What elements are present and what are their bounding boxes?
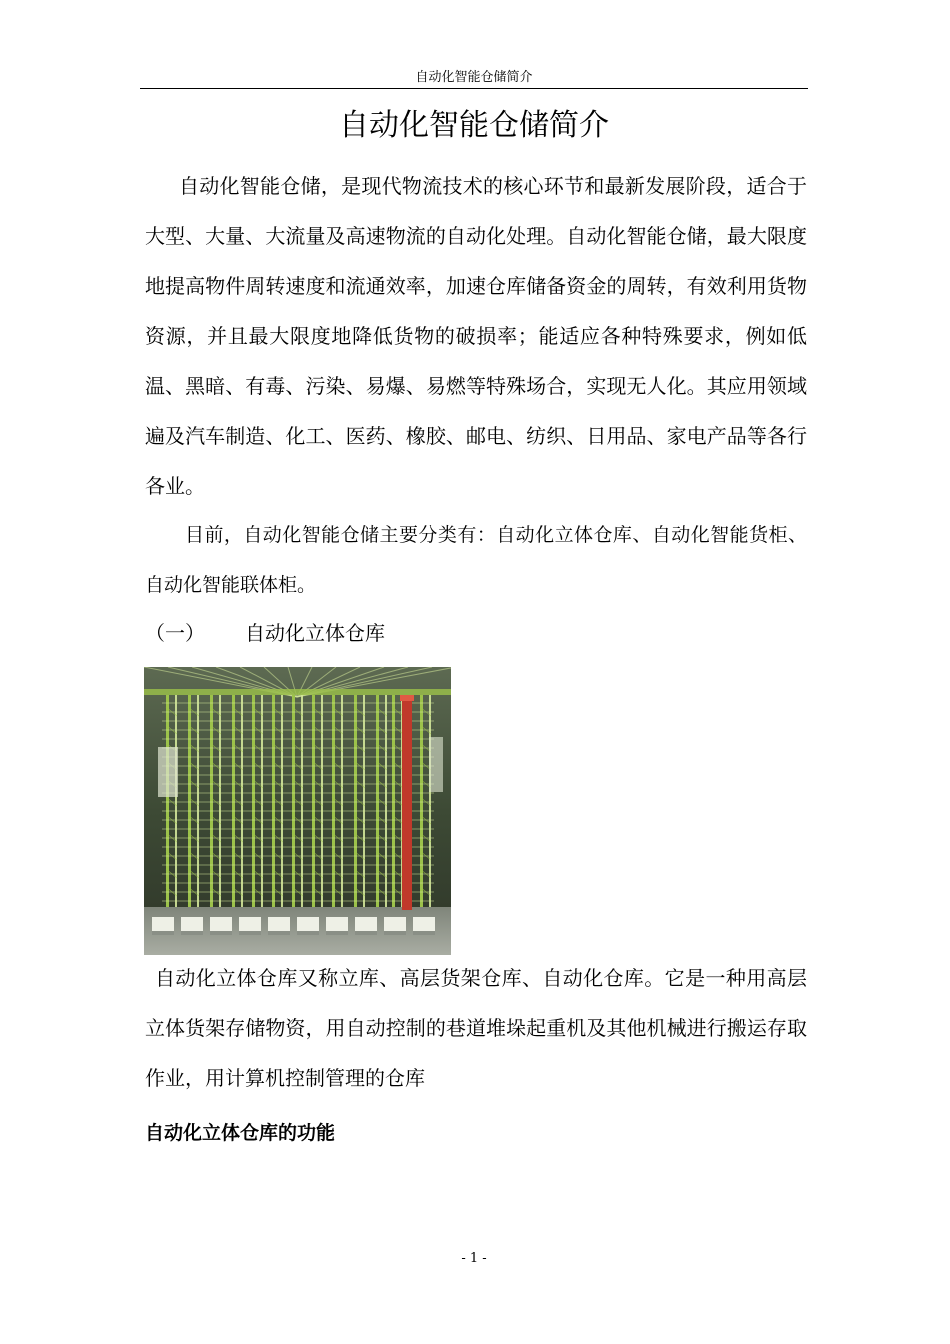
page-number: - 1 - xyxy=(461,1251,487,1266)
section-heading xyxy=(145,611,385,655)
warehouse-photo-icon xyxy=(144,667,451,955)
section-number: （一） xyxy=(145,621,205,645)
intro-paragraph: 自动化智能仓储，是现代物流技术的核心环节和最新发展阶段，适合于大型、大量、大流量及高速物流的自动化处理。自动化智能仓储，最大限度地提高物件周转速度和流通效率，加速仓库储备资金的周转，有效利用货物资源，并且最大限度地降低货物的破损率；能适应各种特殊要求，例如低温、黑暗、有毒、污染、易爆、易燃等特殊场合，实现无人化。其应用领域遍及汽车制造、化工、医药、橡胶、邮电、纺织、日用品、家电产品等各行各业。 xyxy=(145,174,807,498)
section-title: 自动化立体仓库 xyxy=(245,621,385,645)
header-rule xyxy=(140,88,808,89)
section-subheading: 自动化立体仓库的功能 xyxy=(145,1122,336,1144)
classification-paragraph: 目前，自动化智能仓储主要分类有：自动化立体仓库、自动化智能货柜、自动化智能联体柜。 xyxy=(145,524,807,596)
section-description: 自动化立体仓库又称立库、高层货架仓库、自动化仓库。它是一种用高层立体货架存储物资，用自动控制的巷道堆垛起重机及其他机械进行搬运存取作业，用计算机控制管理的仓库 xyxy=(145,966,807,1090)
document-title: 自动化智能仓储简介 xyxy=(339,108,609,143)
running-header: 自动化智能仓储简介 xyxy=(415,70,533,85)
